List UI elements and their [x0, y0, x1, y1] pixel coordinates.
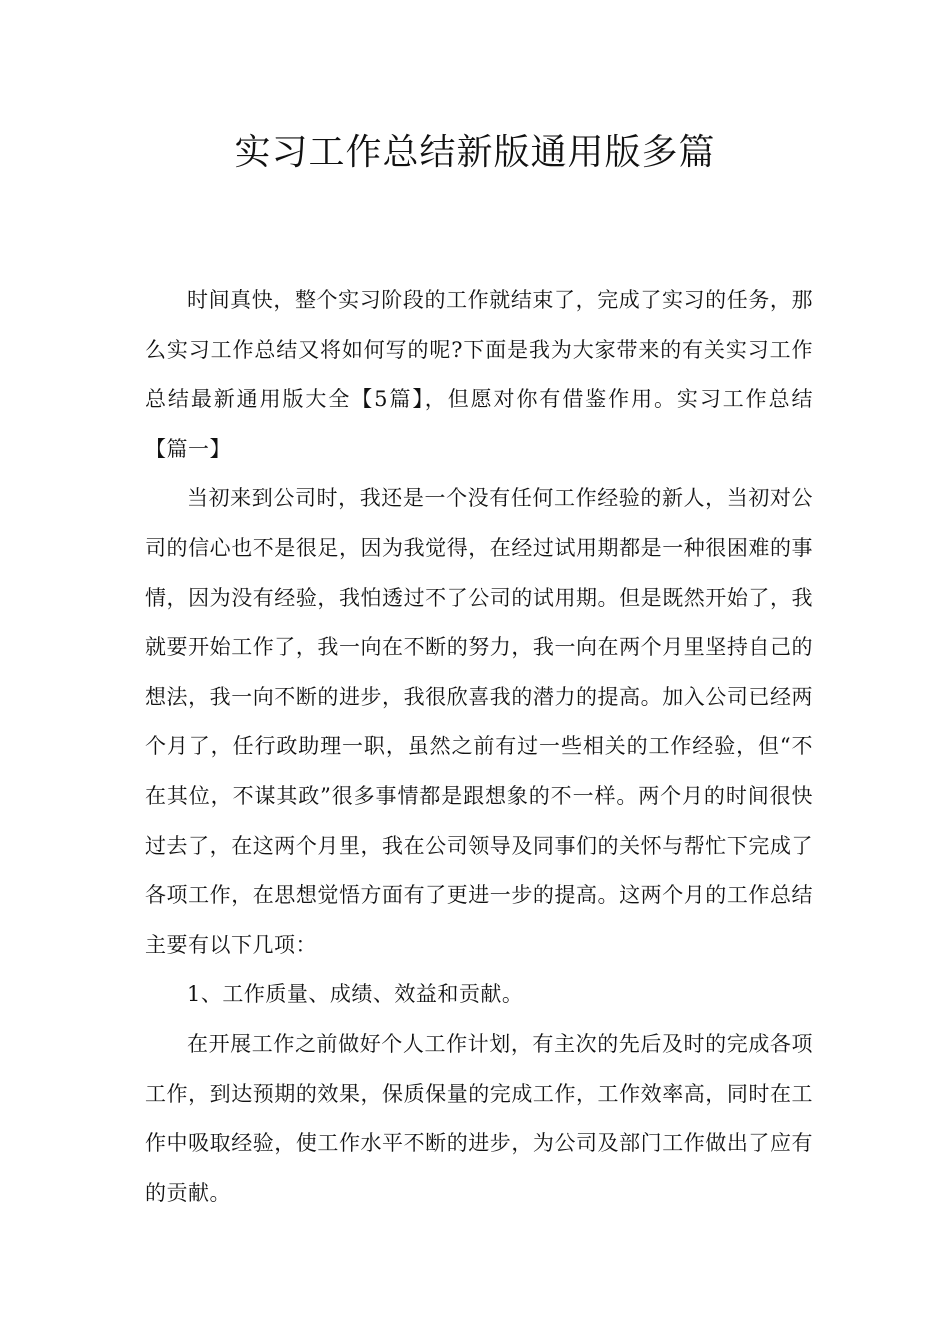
- paragraph-intro: 时间真快，整个实习阶段的工作就结束了，完成了实习的任务，那么实习工作总结又将如何写的呢?下面是我为大家带来的有关实习工作总结最新通用版大全【5篇】，但愿对你有借鉴作用。实习工作总结【篇一】: [145, 288, 813, 461]
- paragraph-section-one: 当初来到公司时，我还是一个没有任何工作经验的新人，当初对公司的信心也不是很足，因为我觉得，在经过试用期都是一种很困难的事情，因为没有经验，我怕透过不了公司的试用期。但是既然开始了，我就要开始工作了，我一向在不断的努力，我一向在两个月里坚持自己的想法，我一向不断的进步，我很欣喜我的潜力的提高。加入公司已经两个月了，任行政助理一职，虽然之前有过一些相关的工作经验，但“不在其位，不谋其政”很多事情都是跟想象的不一样。两个月的时间很快过去了，在这两个月里，我在公司领导及同事们的关怀与帮忙下完成了各项工作，在思想觉悟方面有了更进一步的提高。这两个月的工作总结主要有以下几项：: [145, 486, 813, 957]
- paragraph-item-body: 在开展工作之前做好个人工作计划，有主次的先后及时的完成各项工作，到达预期的效果，保质保量的完成工作，工作效率高，同时在工作中吸取经验，使工作水平不断的进步，为公司及部门工作做出了应有的贡献。: [145, 1031, 813, 1205]
- document-body: [145, 276, 813, 1218]
- document-title: 实习工作总结新版通用版多篇: [234, 132, 716, 173]
- paragraph-item-heading: 1、工作质量、成绩、效益和贡献。: [187, 982, 524, 1007]
